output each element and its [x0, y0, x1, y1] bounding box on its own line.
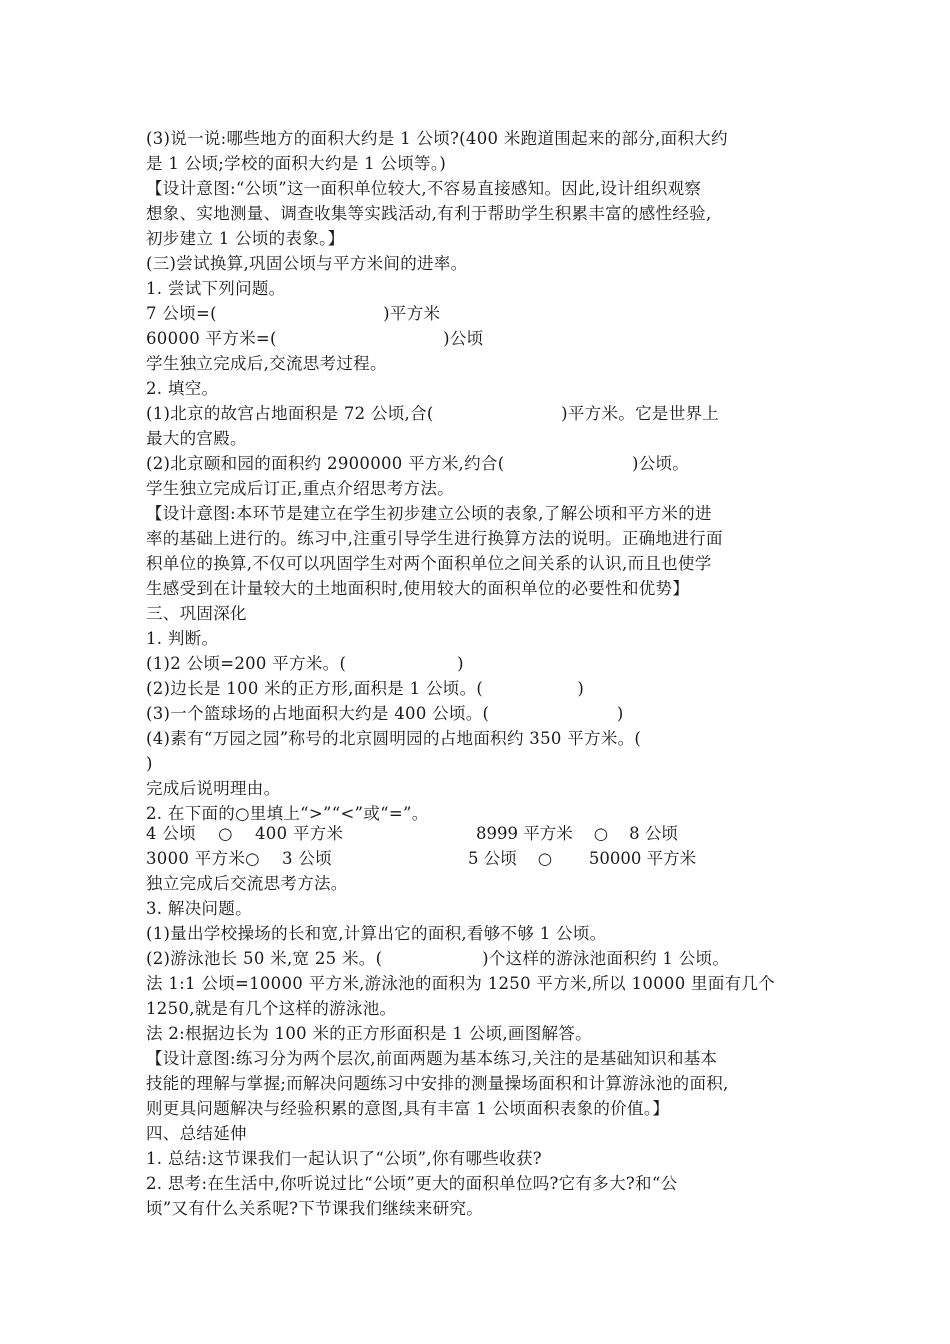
- text-line: 想象、实地测量、调查收集等实践活动,有利于帮助学生积累丰富的感性经验,: [146, 204, 712, 223]
- text-line: 积单位的换算,不仅可以巩固学生对两个面积单位之间关系的认识,而且也使学: [146, 554, 712, 573]
- text-line: 法 2:根据边长为 100 米的正方形面积是 1 公顷,画图解答。: [146, 1024, 592, 1043]
- text-line: 生感受到在计量较大的土地面积时,使用较大的面积单位的必要性和优势】: [146, 579, 690, 598]
- text-line: 初步建立 1 公顷的表象。】: [146, 229, 345, 248]
- compare-row-1-right: 8999 平方米 ○ 8 公顷: [476, 824, 678, 843]
- text-line: 1250,就是有几个这样的游泳池。: [146, 999, 397, 1018]
- compare-row-2-left: 3000 平方米○ 3 公顷: [146, 849, 332, 868]
- compare-row-1-left: 4 公顷 ○ 400 平方米: [146, 824, 344, 843]
- text-line: 顷”又有什么关系呢?下节课我们继续来研究。: [146, 1199, 484, 1218]
- text-line: (3)一个篮球场的占地面积大约是 400 公顷。( ): [146, 704, 624, 723]
- text-line: ): [146, 754, 153, 773]
- text-line: 率的基础上进行的。练习中,注重引导学生进行换算方法的说明。正确地进行面: [146, 529, 723, 548]
- text-line: 法 1:1 公顷=10000 平方米,游泳池的面积为 1250 平方米,所以 10000 里面有几个: [146, 974, 776, 993]
- text-line: 是 1 公顷;学校的面积大约是 1 公顷等。): [146, 154, 447, 173]
- text-line: (2)游泳池长 50 米,宽 25 米。( )个这样的游泳池面积约 1 公顷。: [146, 949, 730, 968]
- text-line: (4)素有“万园之园”称号的北京圆明园的占地面积约 350 平方米。(: [146, 729, 642, 748]
- text-line: 3. 解决问题。: [146, 899, 252, 918]
- text-line: 最大的宫殿。: [146, 429, 247, 448]
- text-line: 技能的理解与掌握;而解决问题练习中安排的测量操场面积和计算游泳池的面积,: [146, 1074, 729, 1093]
- text-line: 学生独立完成后,交流思考过程。: [146, 354, 387, 373]
- compare-row-2-right: 5 公顷 ○ 50000 平方米: [468, 849, 697, 868]
- text-line: (1)2 公顷=200 平方米。( ): [146, 654, 464, 673]
- text-line: 1. 尝试下列问题。: [146, 279, 286, 298]
- text-line: 1. 判断。: [146, 629, 219, 648]
- text-line: 7 公顷=( )平方米: [146, 304, 441, 323]
- text-line: 2. 在下面的○里填上“>”“<”或“=”。: [146, 804, 429, 823]
- text-line: (3)说一说:哪些地方的面积大约是 1 公顷?(400 米跑道围起来的部分,面积大约: [146, 129, 728, 148]
- text-line: 完成后说明理由。: [146, 779, 281, 798]
- text-line: (1)北京的故宫占地面积是 72 公顷,合( )平方米。它是世界上: [146, 404, 720, 423]
- text-line: 2. 思考:在生活中,你听说过比“公顷”更大的面积单位吗?它有多大?和“公: [146, 1174, 678, 1193]
- text-line: 2. 填空。: [146, 379, 219, 398]
- text-line: (三)尝试换算,巩固公顷与平方米间的进率。: [146, 254, 468, 273]
- text-line: 【设计意图:“公顷”这一面积单位较大,不容易直接感知。因此,设计组织观察: [146, 179, 702, 198]
- text-line: 三、巩固深化: [146, 604, 247, 623]
- text-line: (2)边长是 100 米的正方形,面积是 1 公顷。( ): [146, 679, 585, 698]
- text-line: 【设计意图:本环节是建立在学生初步建立公顷的表象,了解公顷和平方米的进: [146, 504, 712, 523]
- text-line: (2)北京颐和园的面积约 2900000 平方米,约合( )公顷。: [146, 454, 690, 473]
- text-line: 学生独立完成后订正,重点介绍思考方法。: [146, 479, 454, 498]
- text-line: 60000 平方米=( )公顷: [146, 329, 484, 348]
- text-line: (1)量出学校操场的长和宽,计算出它的面积,看够不够 1 公顷。: [146, 924, 607, 943]
- text-line: 四、总结延伸: [146, 1124, 247, 1143]
- text-line: 则更具问题解决与经验积累的意图,具有丰富 1 公顷面积表象的价值。】: [146, 1099, 670, 1118]
- text-line: 1. 总结:这节课我们一起认识了“公顷”,你有哪些收获?: [146, 1149, 542, 1168]
- compare-instruction: 独立完成后交流思考方法。: [146, 874, 348, 893]
- text-line: 【设计意图:练习分为两个层次,前面两题为基本练习,关注的是基础知识和基本: [146, 1049, 718, 1068]
